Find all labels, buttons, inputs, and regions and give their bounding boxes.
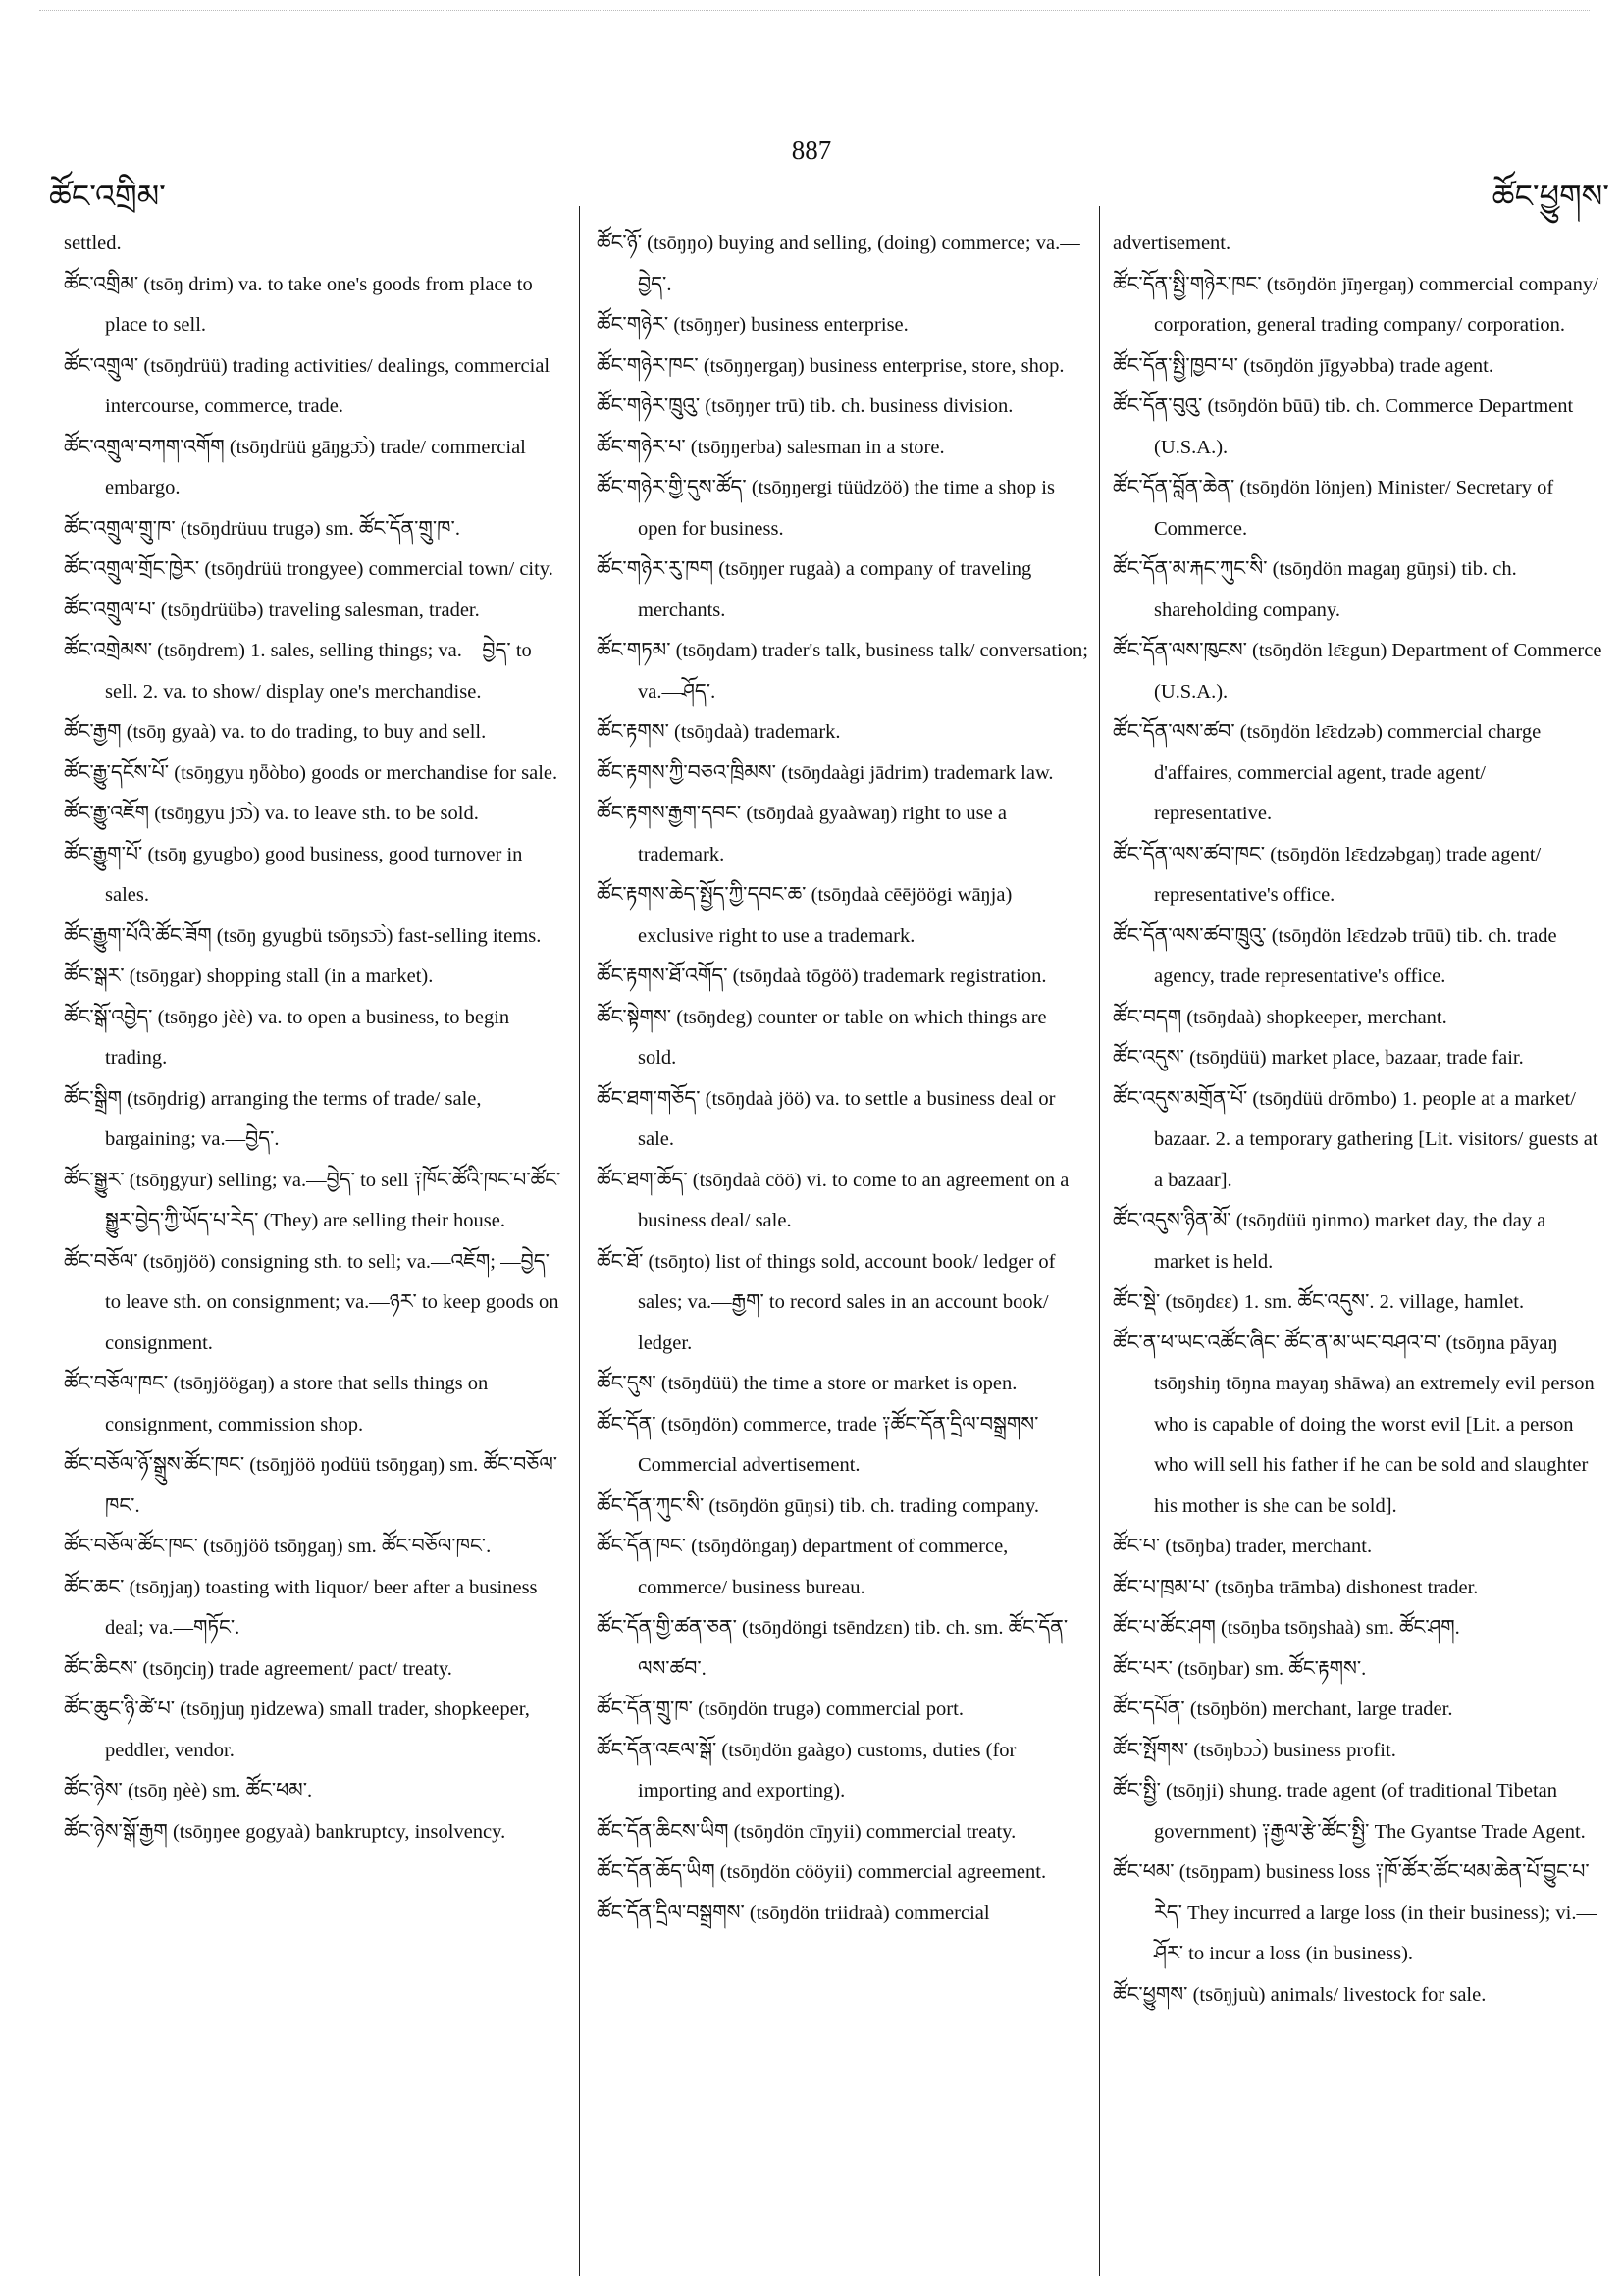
dictionary-entry: ཚོང་འགྲེམས་ (tsōŋdrem) 1. sales, selling things; va.—བྱེད་ to sell. 2. va. to show/ display one's merchandise. bbox=[64, 640, 532, 703]
dictionary-entry: ཚོང་གཉེར་རུ་ཁག (tsōŋŋer rugaà) a company of traveling merchants. bbox=[597, 558, 1032, 621]
dictionary-entry: ཚོང་གཏམ་ (tsōŋdam) trader's talk, business talk/ conversation; va.—ཤོད་. bbox=[597, 640, 1088, 703]
dictionary-entry: ཚོང་འགྲུལ་བཀག་འགོག (tsōŋdrüü gāŋgɔ̄ɔ̀) trade/ commercial embargo. bbox=[64, 436, 526, 498]
dictionary-entry: ཚོང་པ་ཚོང་ཤག (tsōŋba tsōŋshaà) sm. ཚོང་ཤག. bbox=[1113, 1617, 1460, 1639]
dictionary-entry: ཚོང་གཉེར་གྱི་དུས་ཚོད་ (tsōŋŋergi tüüdzöö) the time a shop is open for business. bbox=[597, 477, 1055, 540]
dictionary-entry: ཚོང་དོན་ (tsōŋdön) commerce, trade ༑ཚོང་དོན་དྲིལ་བསྒྲགས་ Commercial advertisement. bbox=[597, 1413, 1039, 1476]
dictionary-entry: ཚོང་དོན་ཀུང་སི་ (tsōŋdön gūŋsi) tib. ch. trading company. bbox=[597, 1494, 1040, 1517]
dictionary-entry: ཚོང་སྒྲིག (tsōŋdrig) arranging the terms of trade/ sale, bargaining; va.—བྱེད་. bbox=[64, 1087, 482, 1150]
dictionary-entry: ཚོང་འདུས་ཉིན་མོ་ (tsōŋdüü ŋinmo) market day, the day a market is held. bbox=[1113, 1210, 1546, 1273]
dictionary-entry: ཚོང་གཉེར་ཁྲུའུ་ (tsōŋŋer trū) tib. ch. business division. bbox=[597, 395, 1014, 417]
dictionary-entry: ཚོང་དོན་ཆོད་ཡིག (tsōŋdön cööyii) commercial agreement. bbox=[597, 1861, 1047, 1883]
dictionary-entry: ཚོང་དཔོན་ (tsōŋbön) merchant, large trader. bbox=[1113, 1698, 1453, 1720]
dictionary-entry: ཚོང་འགྲིམ་ (tsōŋ drim) va. to take one's goods from place to place to sell. bbox=[64, 273, 533, 336]
column-divider-2 bbox=[1099, 206, 1100, 2276]
dictionary-entry: ཚོང་ཆུང་ཉི་ཚེ་པ་ (tsōŋjuŋ ŋidzewa) small trader, shopkeeper, peddler, vendor. bbox=[64, 1698, 530, 1761]
dictionary-entry: ཚོང་འདུས་མགྲོན་པོ་ (tsōŋdüü drōmbo) 1. people at a market/ bazaar. 2. a temporary gathering [Lit. visitors/ guests at a bazaar]. bbox=[1113, 1087, 1598, 1191]
dictionary-entry: ཚོང་པ་ཁྲམ་པ་ (tsōŋba trāmba) dishonest trader. bbox=[1113, 1576, 1479, 1598]
dictionary-entry: ཚོང་དོན་མ་རྐང་ཀུང་སི་ (tsōŋdön magaŋ gūŋsi) tib. ch. shareholding company. bbox=[1113, 558, 1517, 621]
dictionary-entry: ཚོང་དོན་གྲུ་ཁ་ (tsōŋdön trugə) commercial port. bbox=[597, 1698, 964, 1720]
dictionary-entry: ཚོང་ཐོ་ (tsōŋto) list of things sold, account book/ ledger of sales; va.—རྒྱག་ to record sales in an account book/ ledger. bbox=[597, 1250, 1056, 1354]
dictionary-entry: ཚོང་ཆང་ (tsōŋjaŋ) toasting with liquor/ beer after a business deal; va.—གཏོང་. bbox=[64, 1576, 538, 1639]
dictionary-entry: ཚོང་དོན་དྲིལ་བསྒྲགས་ (tsōŋdön triidraà) commercial bbox=[597, 1902, 990, 1924]
right-running-headword: ཚོང་ཕྱུགས་ bbox=[1492, 178, 1609, 215]
dictionary-entry: ཚོང་དོན་འཇལ་སྒོ་ (tsōŋdön gaàgo) customs, duties (for importing and exporting). bbox=[597, 1739, 1017, 1801]
dictionary-entry: ཚོང་ཆིངས་ (tsōŋciŋ) trade agreement/ pact/ treaty. bbox=[64, 1657, 452, 1680]
column-1 bbox=[64, 224, 564, 2265]
dictionary-entry: ཚོང་དོན་ལས་ཁུངས་ (tsōŋdön lɛ̄ɛgun) Department of Commerce (U.S.A.). bbox=[1113, 640, 1602, 703]
dictionary-entry: ཚོང་བཅོལ་ཉོ་སྒྲུས་ཚོང་ཁང་ (tsōŋjöö ŋodüü tsōŋgaŋ) sm. ཚོང་བཅོལ་ཁང་. bbox=[64, 1454, 558, 1517]
dictionary-entry: ཚོང་འགྲུལ་གྲུ་ཁ་ (tsōŋdrüuu trugə) sm. ཚོང་དོན་གྲུ་ཁ་. bbox=[64, 517, 460, 540]
dictionary-entry: ཚོང་རྟགས་ཀྱི་བཅའ་ཁྲིམས་ (tsōŋdaàgi jādrim) trademark law. bbox=[597, 761, 1054, 784]
dictionary-entry: ཚོང་རྒྱུ་དངོས་པོ་ (tsōŋgyu ŋȫòbo) goods or merchandise for sale. bbox=[64, 761, 558, 784]
dictionary-entry: ཚོང་སྟེགས་ (tsōŋdeg) counter or table on which things are sold. bbox=[597, 1006, 1047, 1069]
column-2 bbox=[597, 224, 1089, 2265]
dictionary-entry: ཚོང་ཉོ་ (tsōŋŋo) buying and selling, (doing) commerce; va.—བྱེད་. bbox=[597, 233, 1080, 295]
dictionary-entry: ཚོང་རྒྱུག་པོའི་ཚོང་ཟོག (tsōŋ gyugbü tsōŋsɔ̄ɔ̀) fast-selling items. bbox=[64, 924, 542, 947]
dictionary-entry: ཚོང་དོན་ལས་ཚབ་ (tsōŋdön lɛ̄ɛdzəb) commercial charge d'affaires, commercial agent, trade agent/ representative. bbox=[1113, 721, 1542, 824]
dictionary-entry: ཚོང་སྒོ་འབྱེད་ (tsōŋgo jèè) va. to open a business, to begin trading. bbox=[64, 1006, 510, 1069]
dictionary-entry: ཚོང་རྟགས་ཆེད་སྤྱོད་ཀྱི་དབང་ཆ་ (tsōŋdaà cēējöögi wāŋja) exclusive right to use a trademark. bbox=[597, 884, 1013, 947]
dictionary-entry: ཚོང་ཕྱུགས་ (tsōŋjuù) animals/ livestock for sale. bbox=[1113, 1983, 1487, 2006]
dictionary-entry: ཚོང་རྟགས་ (tsōŋdaà) trademark. bbox=[597, 721, 841, 743]
dictionary-entry: ཚོང་ན་ཕ་ཡང་འཚོང་ཞིང་ ཚོང་ན་མ་ཡང་བཤའ་བ་ (tsōŋna pāyaŋ tsōŋshiŋ tōŋna mayaŋ shāwa) an extremely evil person who is capable of doing the worst evil [Lit. a person who will sell his father if he can be sold and slaughter his mother is she can be sold]. bbox=[1113, 1331, 1595, 1517]
dictionary-entry: ཚོང་དོན་ཆིངས་ཡིག (tsōŋdön cīŋyii) commercial treaty. bbox=[597, 1820, 1017, 1843]
column-3 bbox=[1113, 224, 1605, 2265]
dictionary-entry: ཚོང་པར་ (tsōŋbar) sm. ཚོང་རྟགས་. bbox=[1113, 1657, 1367, 1680]
dictionary-entry: ཚོང་དོན་གྱི་ཚན་ཅན་ (tsōŋdöngi tsēndzɛn) tib. ch. sm. ཚོང་དོན་ལས་ཚབ་. bbox=[597, 1617, 1069, 1680]
dictionary-entry: ཚོང་རྒྱག (tsōŋ gyaà) va. to do trading, to buy and sell. bbox=[64, 721, 487, 743]
dictionary-entry: ཚོང་འགྲུལ་ (tsōŋdrüü) trading activities/ dealings, commercial intercourse, commerce, trade. bbox=[64, 354, 550, 417]
dictionary-entry: ཚོང་གཉེར་པ་ (tsōŋŋerba) salesman in a store. bbox=[597, 436, 945, 458]
dictionary-entry: ཚོང་པ་ (tsōŋba) trader, merchant. bbox=[1113, 1536, 1373, 1557]
dictionary-entry: ཚོང་གཉེར་ཁང་ (tsōŋŋergaŋ) business enterprise, store, shop. bbox=[597, 354, 1065, 377]
dictionary-entry: ཚོང་རྟགས་ཐོ་འགོད་ (tsōŋdaà tōgöö) trademark registration. bbox=[597, 965, 1047, 987]
dictionary-entry: ཚོང་དོན་སྤྱི་ཁྱབ་པ་ (tsōŋdön jīgyəbba) trade agent. bbox=[1113, 354, 1494, 377]
page-number: 887 bbox=[791, 135, 832, 165]
dictionary-entry: ཚོང་ཉེས་སྒོ་རྒྱག (tsōŋŋee gogyaà) bankruptcy, insolvency. bbox=[64, 1820, 506, 1843]
dictionary-entry: ཚོང་ཐག་གཅོད་ (tsōŋdaà jöö) va. to settle a business deal or sale. bbox=[597, 1087, 1056, 1150]
dictionary-entry: ཚོང་སྤྱི་ (tsōŋji) shung. trade agent (of traditional Tibetan government) ༑རྒྱལ་རྩེ་ཚོང་སྤྱི་ The Gyantse Trade Agent. bbox=[1113, 1780, 1586, 1843]
dictionary-entry: ཚོང་དོན་ཁང་ (tsōŋdöngaŋ) department of commerce, commerce/ business bureau. bbox=[597, 1536, 1009, 1598]
column-divider-1 bbox=[579, 206, 580, 2276]
left-running-headword: ཚོང་འགྲིམ་ bbox=[49, 178, 166, 215]
dictionary-entry: ཚོང་རྟགས་རྒྱག་དབང་ (tsōŋdaà gyaàwaŋ) right to use a trademark. bbox=[597, 803, 1007, 865]
dictionary-entry: ཚོང་དུས་ (tsōŋdüü) the time a store or market is open. bbox=[597, 1373, 1018, 1394]
dictionary-entry: ཚོང་འགྲུལ་པ་ (tsōŋdrüübə) traveling salesman, trader. bbox=[64, 599, 480, 621]
dictionary-entry: ཚོང་དོན་བུའུ་ (tsōŋdön būū) tib. ch. Commerce Department (U.S.A.). bbox=[1113, 395, 1574, 458]
dictionary-entry: ཚོང་སྒར་ (tsōŋgar) shopping stall (in a market). bbox=[64, 965, 434, 987]
dictionary-entry: ཚོང་བདག (tsōŋdaà) shopkeeper, merchant. bbox=[1113, 1006, 1447, 1028]
dictionary-entry: ཚོང་རྒྱུ་འཇོག (tsōŋgyu jɔ̄ɔ̀) va. to leave sth. to be sold. bbox=[64, 803, 479, 824]
dictionary-entry: ཚོང་བཅོལ་ཁང་ (tsōŋjöögaŋ) a store that sells things on consignment, commission shop. bbox=[64, 1373, 489, 1435]
dictionary-entry: ཚོང་དོན་ལས་ཚབ་ཁྲུའུ་ (tsōŋdön lɛ̄ɛdzəb trūū) tib. ch. trade agency, trade representative's office. bbox=[1113, 924, 1557, 987]
dictionary-entry: ཚོང་བཅོལ་ཚོང་ཁང་ (tsōŋjöö tsōŋgaŋ) sm. ཚོང་བཅོལ་ཁང་. bbox=[64, 1536, 492, 1557]
dictionary-entry: ཚོང་ཐག་ཆོད་ (tsōŋdaà cöö) vi. to come to an agreement on a business deal/ sale. bbox=[597, 1169, 1070, 1231]
dictionary-entry: ཚོང་སྤོགས་ (tsōŋbɔɔ̀) business profit. bbox=[1113, 1739, 1396, 1761]
dictionary-entry: ཚོང་དོན་ལས་ཚབ་ཁང་ (tsōŋdön lɛ̄ɛdzəbgaŋ) trade agent/ representative's office. bbox=[1113, 843, 1542, 906]
dictionary-entry: settled. bbox=[64, 233, 122, 254]
dictionary-entry: ཚོང་བཅོལ་ (tsōŋjöö) consigning sth. to sell; va.—འཇོག; —བྱེད་ to leave sth. on consignment; va.—ཉར་ to keep goods on consignment. bbox=[64, 1250, 559, 1354]
dictionary-entry: ཚོང་ཕམ་ (tsōŋpam) business loss ༑ཁོ་ཚོར་ཚོང་ཕམ་ཆེན་པོ་བྱུང་པ་རེད་ They incurred a large loss (in their business); vi.—ཤོར་ to incur a loss (in business). bbox=[1113, 1861, 1597, 1964]
dictionary-entry: ཚོང་རྒྱུག་པོ་ (tsōŋ gyugbo) good business, good turnover in sales. bbox=[64, 843, 523, 906]
dictionary-entry: ཚོང་དོན་བློན་ཆེན་ (tsōŋdön lönjen) Minister/ Secretary of Commerce. bbox=[1113, 477, 1554, 540]
dictionary-entry: ཚོང་དོན་སྤྱི་གཉེར་ཁང་ (tsōŋdön jīŋergaŋ) commercial company/ corporation, general trading company/ corporation. bbox=[1113, 273, 1598, 336]
dictionary-entry: ཚོང་སྒྱུར་ (tsōŋgyur) selling; va.—བྱེད་ to sell ༑ཁོང་ཚོའི་ཁང་པ་ཚོང་སྒྱུར་བྱེད་ཀྱི་ཡོད་པ་རེད་ (They) are selling their house. bbox=[64, 1169, 561, 1231]
dictionary-entry: ཚོང་ཉེས་ (tsōŋ ŋèè) sm. ཚོང་ཕམ་. bbox=[64, 1780, 313, 1801]
page-header bbox=[0, 0, 1623, 215]
dictionary-entry: ཚོང་འགྲུལ་གྲོང་ཁྱེར་ (tsōŋdrüü trongyee) commercial town/ city. bbox=[64, 558, 553, 580]
dictionary-entry: ཚོང་འདུས་ (tsōŋdüü) market place, bazaar, trade fair. bbox=[1113, 1047, 1524, 1069]
dictionary-entry: ཚོང་སྡེ་ (tsōŋdɛɛ) 1. sm. ཚོང་འདུས་. 2. village, hamlet. bbox=[1113, 1291, 1525, 1313]
dictionary-entry: ཚོང་གཉེར་ (tsōŋŋer) business enterprise. bbox=[597, 314, 909, 336]
dictionary-entry: advertisement. bbox=[1113, 233, 1231, 254]
